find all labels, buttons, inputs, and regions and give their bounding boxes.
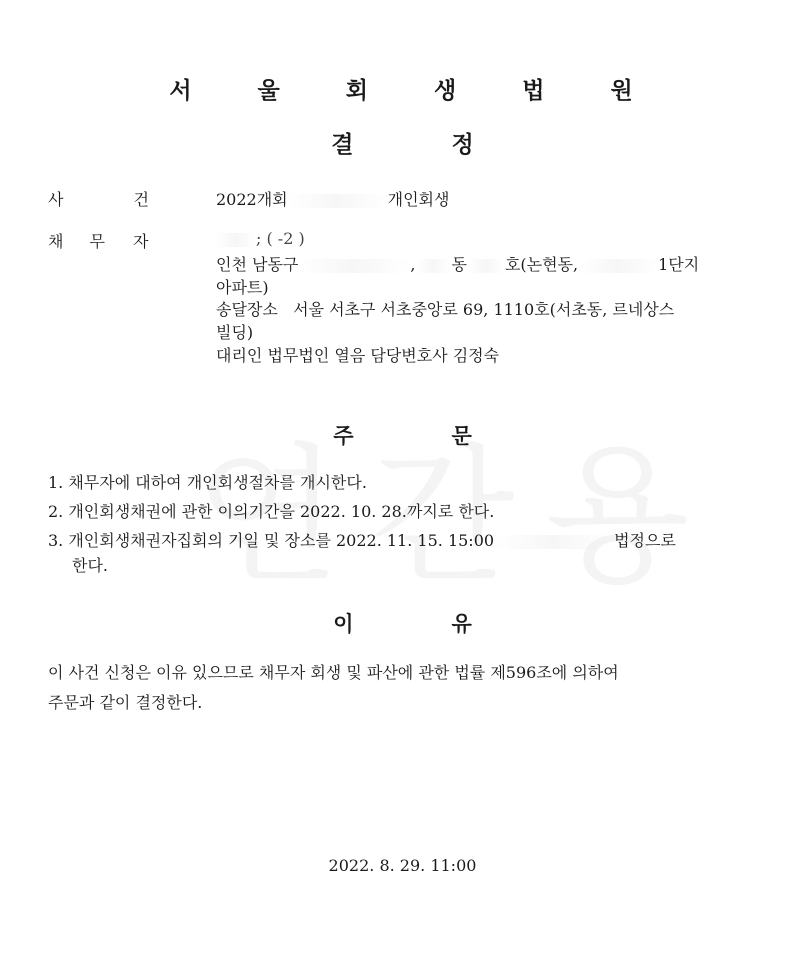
redacted-block (494, 535, 614, 549)
document-title-left: 결 (331, 132, 354, 158)
delivery-label: 송달장소 (216, 300, 278, 319)
address-part-d: 호(논현동, (504, 255, 579, 274)
reason-heading-left: 이 (333, 612, 354, 636)
court-name: 서 울 회 생 법 원 (169, 78, 662, 104)
document-title-right: 정 (451, 132, 474, 158)
redacted-block (415, 259, 451, 273)
delivery-address-line-1 (216, 297, 674, 320)
address-part-a: 인천 남동구 (216, 255, 299, 274)
order-item-3-text: 3. 개인회생채권자집회의 기일 및 장소를 2022. 11. 15. 15:00 (48, 531, 495, 550)
delivery-address-line-2: 빌딩) (216, 323, 254, 342)
case-label-char-2: 건 (133, 190, 149, 209)
decision-date: 2022. 8. 29. 11:00 (328, 856, 477, 875)
debtor-label-char-3: 자 (132, 232, 149, 251)
case-label (48, 187, 149, 210)
order-item-3-location: 법정으로 (614, 531, 676, 550)
order-item-3-continuation: 한다. (72, 556, 108, 575)
reason-heading-right: 유 (451, 612, 472, 636)
debtor-address-line-2: 아파트) (216, 278, 269, 297)
debtor-label (48, 229, 148, 252)
order-item-3 (48, 528, 676, 551)
debtor-label-char-2: 무 (89, 232, 105, 251)
document-title (0, 126, 805, 159)
case-value (216, 187, 449, 210)
reason-heading (0, 608, 805, 638)
redacted-block (578, 259, 658, 273)
debtor-address-line-1 (216, 252, 699, 275)
redacted-block (216, 233, 256, 247)
order-item-1: 1. 채무자에 대하여 개인회생절차를 개시한다. (48, 473, 367, 492)
reason-line-2: 주문과 같이 결정한다. (48, 693, 203, 712)
reason-line-1: 이 사건 신청은 이유 있으므로 채무자 회생 및 파산에 관한 법률 제596조에 의하여 (48, 663, 619, 682)
address-part-e: 1단지 (658, 255, 700, 274)
debtor-label-char-1: 채 (48, 232, 64, 251)
address-part-c: 동 (451, 255, 467, 274)
case-label-char-1: 사 (48, 190, 64, 209)
case-number: 2022개회 (216, 190, 288, 209)
order-item-2: 2. 개인회생채권에 관한 이의기간을 2022. 10. 28.까지로 한다. (48, 502, 495, 521)
delivery-address-text: 서울 서초구 서초중앙로 69, 1110호(서초동, 르네상스 (293, 300, 675, 319)
debtor-id-text: ; ( -2 ) (256, 229, 305, 248)
redacted-block (467, 259, 505, 273)
order-heading-left: 주 (333, 424, 354, 448)
legal-agent: 대리인 법무법인 열음 담당변호사 김정숙 (216, 346, 500, 365)
address-part-b: , (410, 255, 416, 274)
order-heading (0, 420, 805, 450)
case-type: 개인회생 (387, 190, 450, 209)
order-heading-right: 문 (451, 424, 472, 448)
redacted-block (288, 194, 388, 208)
debtor-id-partial (216, 229, 305, 248)
redacted-block (298, 259, 410, 273)
